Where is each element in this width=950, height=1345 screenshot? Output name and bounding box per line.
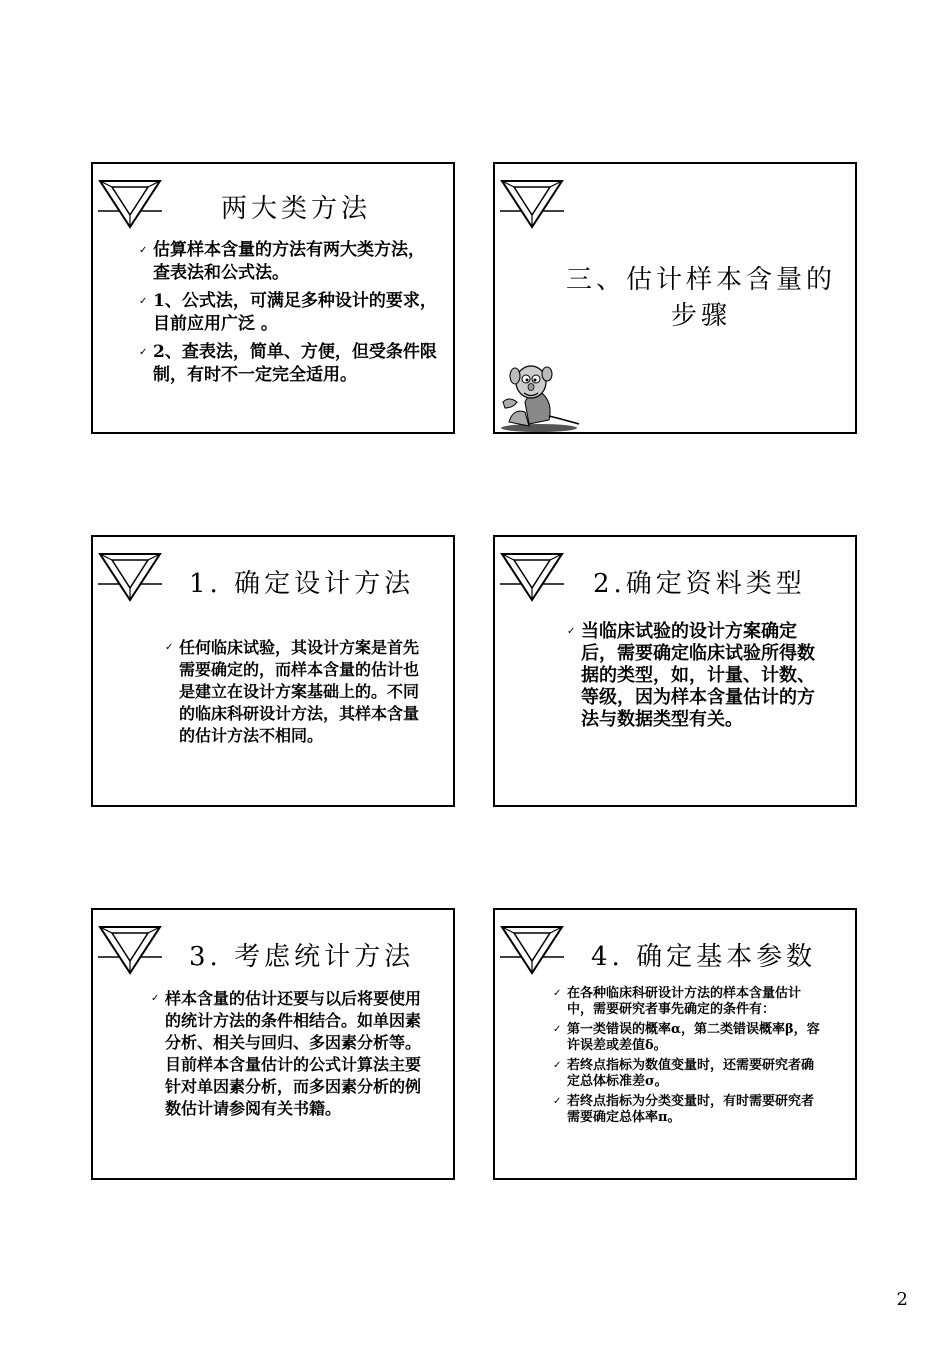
slide-title: 2.确定资料类型 xyxy=(593,569,806,599)
checkmark-bullet-icon: ✓ xyxy=(553,1024,562,1035)
bullet-list xyxy=(165,637,427,747)
list-item: ✓ 样本含量的估计还要与以后将要使用的统计方法的条件相结合。如单因素分析、相关与回归、多因素分析等。目前样本含量估计的公式计算法主要针对单因素分析，而多因素分析的例数估计请参阅有关书籍。 xyxy=(151,989,422,1118)
checkmark-bullet-icon: ✓ xyxy=(165,642,174,653)
slide-6 xyxy=(493,908,857,1180)
section-title-line-2: 步骤 xyxy=(670,301,731,331)
slide-title: 3. 考虑统计方法 xyxy=(189,942,415,972)
slide-4 xyxy=(493,535,857,807)
slide-1 xyxy=(91,162,455,434)
bullet-list xyxy=(151,988,423,1120)
list-item: ✓ 当临床试验的设计方案确定后，需要确定临床试验所得数据的类型，如，计量、计数、等级，因为样本含量估计的方法与数据类型有关。 xyxy=(567,621,815,730)
list-item: ✓ 第一类错误的概率α，第二类错误概率β，容许误差或差值δ。 xyxy=(553,1022,820,1053)
bullet-list xyxy=(553,986,823,1126)
slide-title: 两大类方法 xyxy=(221,194,372,224)
slide-5 xyxy=(91,908,455,1180)
checkmark-bullet-icon: ✓ xyxy=(139,296,148,307)
triangle-logo-icon xyxy=(98,177,162,229)
triangle-logo-icon xyxy=(98,923,162,975)
triangle-logo-icon xyxy=(98,550,162,602)
list-item: ✓ 在各种临床科研设计方法的样本含量估计中，需要研究者事先确定的条件有： xyxy=(553,986,802,1017)
checkmark-bullet-icon: ✓ xyxy=(553,1060,562,1071)
cartoon-mascot-icon xyxy=(499,362,581,432)
bullet-list xyxy=(139,239,437,387)
section-title-line-1: 三、估计样本含量的 xyxy=(565,265,836,295)
checkmark-bullet-icon: ✓ xyxy=(151,993,160,1004)
triangle-logo-icon xyxy=(500,550,564,602)
list-item: ✓ 任何临床试验，其设计方案是首先需要确定的，而样本含量的估计也是建立在设计方案基础上的。不同的临床科研设计方法，其样本含量的估计方法不相同。 xyxy=(165,638,420,745)
list-item: ✓ 估算样本含量的方法有两大类方法，查表法和公式法。 xyxy=(139,240,425,283)
checkmark-bullet-icon: ✓ xyxy=(139,245,148,256)
list-item: ✓ 1、公式法，可满足多种设计的要求，目前应用广泛 。 xyxy=(139,291,437,334)
list-item: ✓ 2、查表法，简单、方便，但受条件限制，有时不一定完全适用。 xyxy=(139,342,437,385)
list-item: ✓ 若终点指标为数值变量时，还需要研究者确定总体标准差σ。 xyxy=(553,1058,815,1089)
slide-title: 4. 确定基本参数 xyxy=(591,942,817,972)
triangle-logo-icon xyxy=(500,177,564,229)
page-number: 2 xyxy=(896,1289,908,1310)
checkmark-bullet-icon: ✓ xyxy=(139,347,148,358)
triangle-logo-icon xyxy=(500,923,564,975)
slide-3 xyxy=(91,535,455,807)
checkmark-bullet-icon: ✓ xyxy=(553,988,562,999)
slide-title: 1. 确定设计方法 xyxy=(189,569,415,599)
bullet-list xyxy=(567,621,829,731)
checkmark-bullet-icon: ✓ xyxy=(553,1096,562,1107)
checkmark-bullet-icon: ✓ xyxy=(567,626,576,637)
section-title xyxy=(551,262,851,334)
slide-2 xyxy=(493,162,857,434)
list-item: ✓ 若终点指标为分类变量时，有时需要研究者需要确定总体率π。 xyxy=(553,1094,815,1125)
